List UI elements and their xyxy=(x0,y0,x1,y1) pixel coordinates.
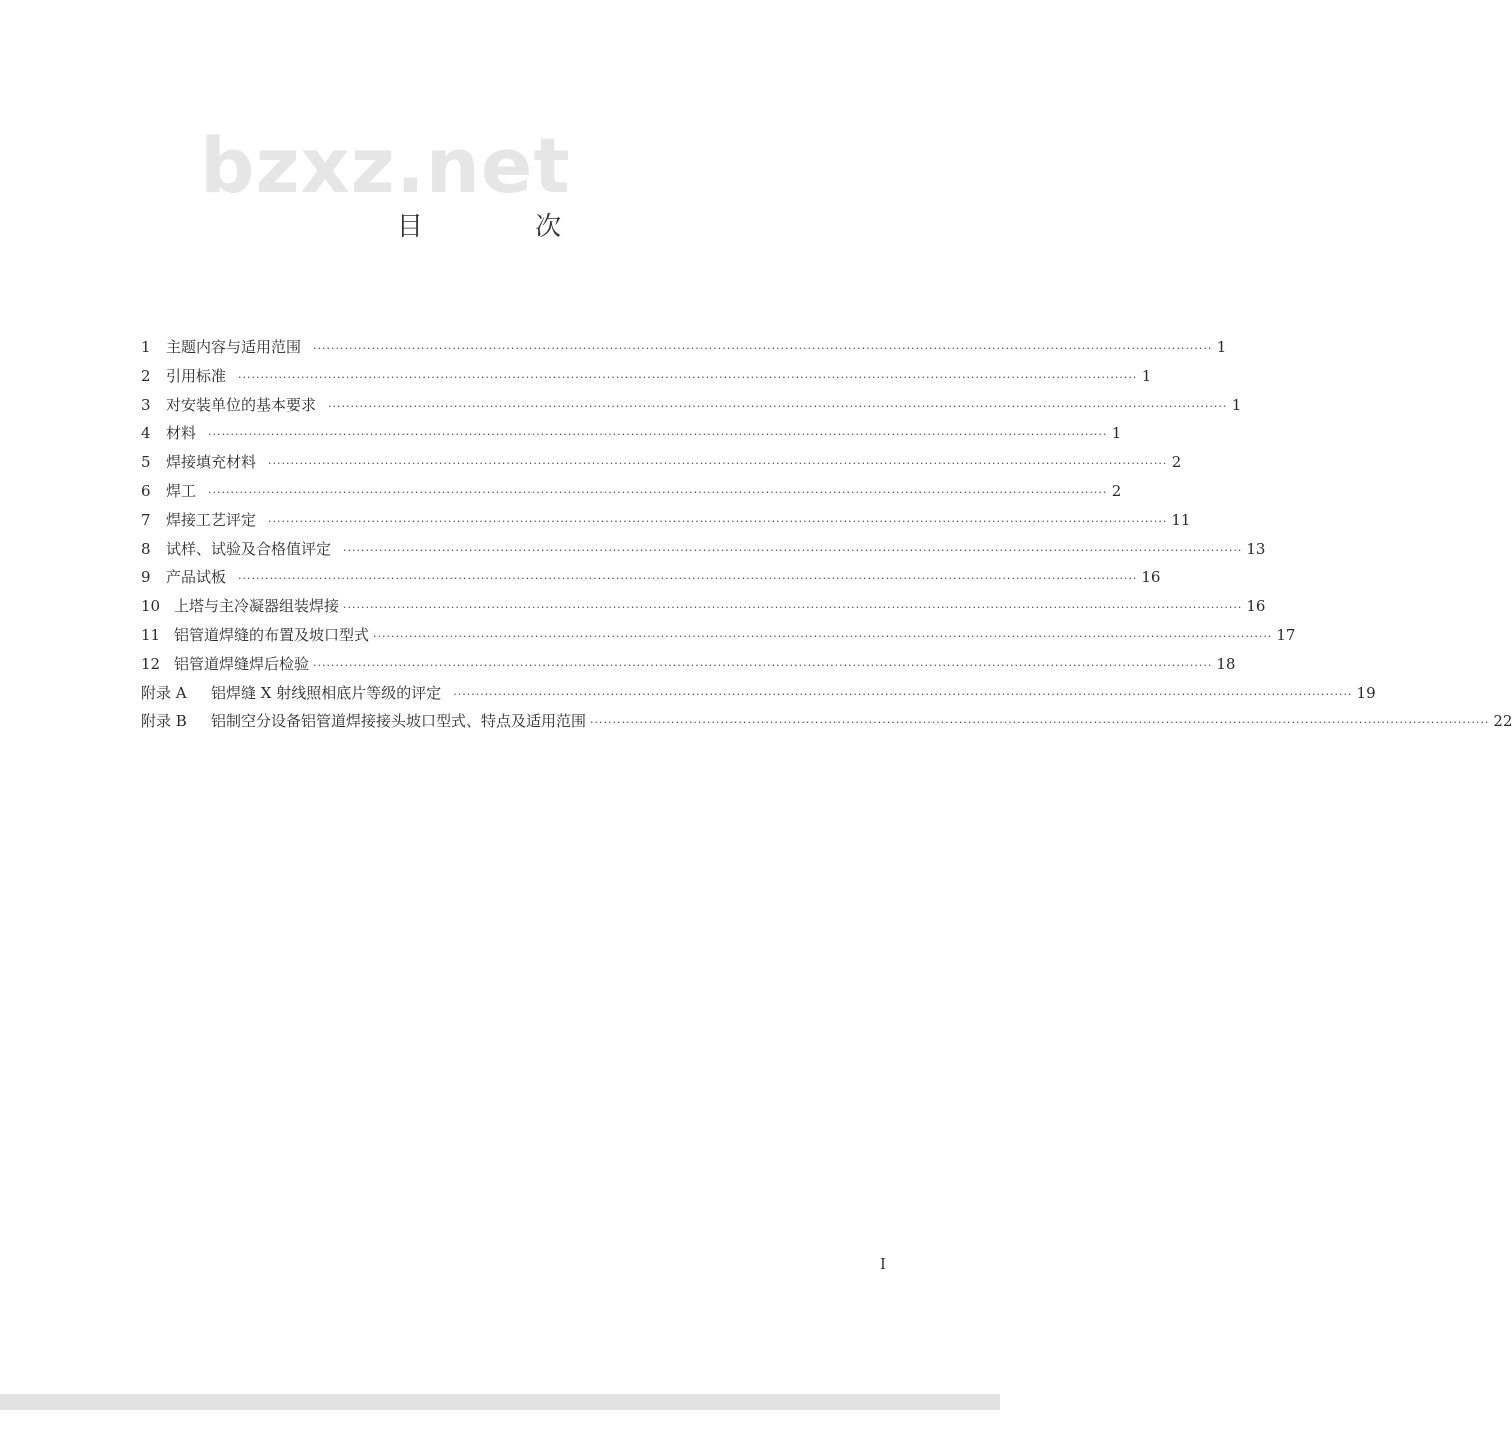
toc-entry[interactable] xyxy=(141,535,1266,564)
toc-entry-page: 16 xyxy=(1246,597,1266,616)
toc-entry-page: 19 xyxy=(1356,683,1376,702)
toc-leader-dots: ········································································································································································································ xyxy=(268,514,1168,528)
toc-entry-page: 1 xyxy=(1111,424,1122,443)
toc-entry-number: 附录 A xyxy=(141,683,187,702)
toc-leader-dots: ········································································································································································································ xyxy=(208,485,1108,499)
toc-entry-page: 16 xyxy=(1141,568,1161,587)
toc-entry-page: 22 xyxy=(1493,712,1512,731)
toc-entry-title: 焊接工艺评定 xyxy=(166,510,257,529)
toc-entry-page: 11 xyxy=(1171,510,1191,529)
toc-entry-number: 附录 B xyxy=(141,712,187,731)
toc-entry[interactable] xyxy=(141,621,1296,650)
toc-entry-page: 1 xyxy=(1216,338,1227,356)
toc-entry-title: 产品试板 xyxy=(166,568,227,587)
toc-entry[interactable] xyxy=(141,362,1152,391)
watermark: bzxz.net xyxy=(200,121,571,210)
toc-entry-page: 2 xyxy=(1171,453,1182,472)
toc-entry-page: 1 xyxy=(1231,395,1242,414)
toc-leader-dots: ········································································································································································································ xyxy=(313,658,1213,672)
toc-leader-dots: ········································································································································································································ xyxy=(268,457,1168,471)
toc-entry[interactable] xyxy=(141,477,1122,506)
toc-entry-title: 铝焊缝 X 射线照相底片等级的评定 xyxy=(211,683,442,702)
toc-entry[interactable] xyxy=(141,592,1266,621)
toc-entry[interactable] xyxy=(141,707,1512,736)
toc-entry[interactable] xyxy=(141,650,1236,679)
toc-entry-title: 焊工 xyxy=(166,481,197,500)
toc-entry-number: 8 xyxy=(141,539,151,558)
toc-entry-title: 上塔与主冷凝器组装焊接 xyxy=(174,597,340,616)
toc-entry-title: 铝管道焊缝焊后检验 xyxy=(174,654,310,673)
toc-entry-title: 材料 xyxy=(166,424,197,443)
toc-entry-title: 铝制空分设备铝管道焊接接头坡口型式、特点及适用范围 xyxy=(211,712,587,731)
toc-leader-dots: ········································································································································································································ xyxy=(208,428,1108,442)
toc-entry[interactable] xyxy=(141,506,1191,535)
toc-entry[interactable] xyxy=(141,333,1227,362)
page-number: I xyxy=(880,1255,886,1273)
toc-entry-number: 12 xyxy=(141,654,161,673)
toc-entry-number: 10 xyxy=(141,597,161,616)
toc-entry[interactable] xyxy=(141,419,1122,448)
toc-entry-number: 1 xyxy=(141,338,151,356)
toc-entry-number: 9 xyxy=(141,568,151,587)
toc-entry-number: 5 xyxy=(141,453,151,472)
toc-entry-title: 铝管道焊缝的布置及坡口型式 xyxy=(174,625,370,644)
toc-leader-dots: ········································································································································································································ xyxy=(590,716,1490,730)
toc-entry-number: 4 xyxy=(141,424,151,443)
toc-entry[interactable] xyxy=(141,391,1242,420)
viewer-bottom-bar xyxy=(0,1394,1000,1410)
toc-entry[interactable] xyxy=(141,679,1376,708)
toc-leader-dots: ········································································································································································································ xyxy=(328,399,1228,413)
toc-leader-dots: ········································································································································································································ xyxy=(373,629,1273,643)
toc-leader-dots: ········································································································································································································ xyxy=(238,572,1138,586)
toc-entry[interactable] xyxy=(141,448,1182,477)
toc-entry-number: 7 xyxy=(141,510,151,529)
toc-entry-number: 11 xyxy=(141,625,161,644)
toc-entry-number: 3 xyxy=(141,395,151,414)
toc-leader-dots: ········································································································································································································ xyxy=(343,601,1243,615)
toc-entry[interactable] xyxy=(141,563,1161,592)
toc-entry-number: 2 xyxy=(141,366,151,385)
toc-leader-dots: ········································································································································································································ xyxy=(313,342,1213,355)
toc-entry-title: 焊接填充材料 xyxy=(166,453,257,472)
toc-entry-title: 对安装单位的基本要求 xyxy=(166,395,317,414)
toc-entry-number: 6 xyxy=(141,481,151,500)
toc-leader-dots: ········································································································································································································ xyxy=(238,370,1138,384)
table-of-contents xyxy=(141,333,1512,736)
toc-entry-title: 引用标准 xyxy=(166,366,227,385)
toc-entry-page: 17 xyxy=(1276,625,1296,644)
toc-entry-page: 18 xyxy=(1216,654,1236,673)
toc-entry-title: 主题内容与适用范围 xyxy=(166,338,302,356)
toc-leader-dots: ········································································································································································································ xyxy=(453,687,1353,701)
toc-entry-page: 1 xyxy=(1141,366,1152,385)
toc-entry-page: 2 xyxy=(1111,481,1122,500)
toc-leader-dots: ········································································································································································································ xyxy=(343,543,1243,557)
toc-entry-title: 试样、试验及合格值评定 xyxy=(166,539,332,558)
page-title: 目 次 xyxy=(396,212,614,242)
toc-entry-page: 13 xyxy=(1246,539,1266,558)
